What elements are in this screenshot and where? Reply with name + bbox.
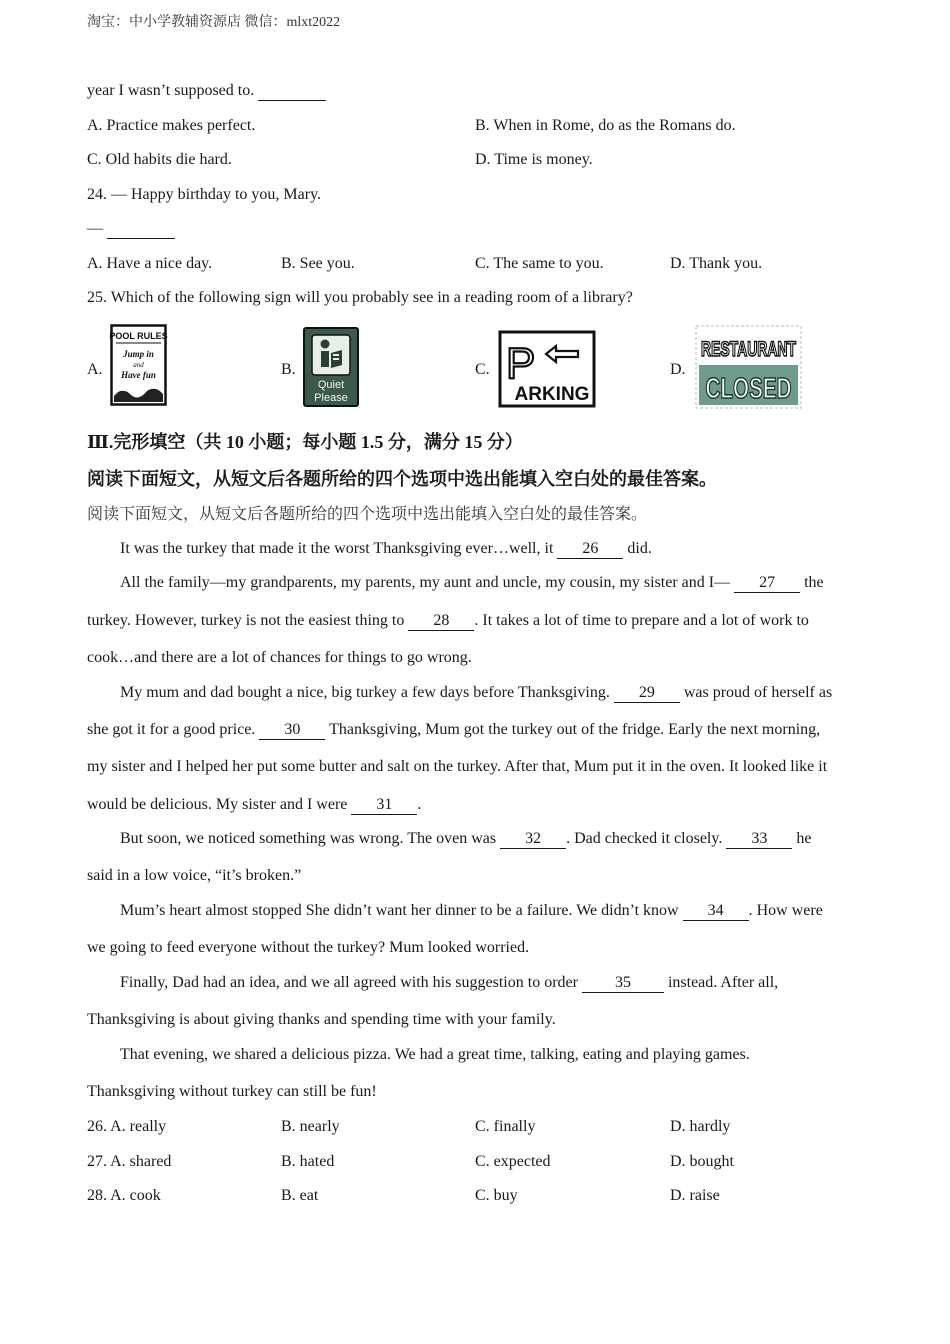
q26-option-b: B. nearly [281, 1118, 340, 1135]
q27-option-d: D. bought [670, 1153, 734, 1170]
q27-option-a: 27. A. shared [87, 1153, 172, 1170]
q24-option-b: B. See you. [281, 255, 355, 272]
passage-line: we going to feed everyone without the turkey? Mum looked worried. [87, 939, 530, 956]
passage-line: turkey. However, turkey is not the easiest thing to 28 . It takes a lot of time to prepare and a lot of work to [87, 612, 809, 629]
q24-option-a: A. Have a nice day. [87, 255, 213, 272]
restaurant-closed-sign-image [695, 325, 802, 409]
blank-29: 29 [614, 684, 680, 703]
blank-35: 35 [582, 974, 664, 993]
blank-27: 27 [734, 574, 800, 593]
q25-letter-a: A. [87, 361, 103, 378]
q27-option-c: C. expected [475, 1153, 551, 1170]
q26-option-d: D. hardly [670, 1118, 731, 1135]
sign-a-line3: and [133, 361, 144, 369]
passage-line: My mum and dad bought a nice, big turkey a few days before Thanksgiving. 29 was proud of herself as [120, 684, 833, 701]
passage-line: But soon, we noticed something was wrong. The oven was 32 . Dad checked it closely. 33 he [120, 830, 812, 847]
q28-option-a: 28. A. cook [87, 1187, 161, 1204]
passage-line: That evening, we shared a delicious pizza. We had a great time, talking, eating and playing games. [120, 1046, 750, 1063]
blank-28: 28 [408, 612, 474, 631]
q23-stem-tail: year I wasn’t supposed to. [87, 81, 326, 101]
q27-option-b: B. hated [281, 1153, 335, 1170]
q28-option-c: C. buy [475, 1187, 518, 1204]
sign-a-line4: Have fun [121, 370, 156, 380]
sign-b-line1: Quiet [317, 379, 345, 391]
blank-33: 33 [726, 830, 792, 849]
q26-option-a: 26. A. really [87, 1118, 167, 1135]
sign-d-bottom: CLOSED [705, 373, 792, 405]
q25-letter-b: B. [281, 361, 296, 378]
sign-c-big-letter: P [506, 339, 536, 388]
blank-31: 31 [351, 796, 417, 815]
sign-a-line1: POOL RULES [109, 331, 168, 341]
passage-line: Mum’s heart almost stopped She didn’t want her dinner to be a failure. We didn’t know 34 . How were [120, 902, 823, 919]
blank-26: 26 [557, 540, 623, 559]
q28-option-d: D. raise [670, 1187, 720, 1204]
passage-line: It was the turkey that made it the worst Thanksgiving ever…well, it 26 did. [120, 540, 652, 557]
passage-line: Thanksgiving is about giving thanks and spending time with your family. [87, 1011, 556, 1028]
sign-c-text: ARKING [514, 384, 590, 405]
q24-option-d: D. Thank you. [670, 255, 763, 272]
quiet-please-sign-image [303, 327, 359, 407]
sign-a-line2: Jump in [123, 349, 154, 359]
sign-b-line2: Please [314, 392, 348, 404]
section-instruction-bold: 阅读下面短文，从短文后各题所给的四个选项中选出能填入空白处的最佳答案。 [87, 469, 717, 489]
parking-sign-image [498, 330, 596, 408]
sign-d-top: RESTAURANT [701, 338, 797, 361]
answer-blank [258, 82, 326, 101]
q25-letter-d: D. [670, 361, 686, 378]
q24-stem: 24. — Happy birthday to you, Mary. [87, 186, 322, 203]
blank-30: 30 [259, 721, 325, 740]
passage-line: my sister and I helped her put some butter and salt on the turkey. After that, Mum put it in the oven. It looked like it [87, 758, 828, 775]
q23-option-b: B. When in Rome, do as the Romans do. [475, 117, 736, 134]
passage-line: she got it for a good price. 30 Thanksgiving, Mum got the turkey out of the fridge. Early the next morning, [87, 721, 821, 738]
blank-32: 32 [500, 830, 566, 849]
q25-stem: 25. Which of the following sign will you probably see in a reading room of a library? [87, 289, 633, 306]
section-instruction: 阅读下面短文，从短文后各题所给的四个选项中选出能填入空白处的最佳答案。 [87, 506, 648, 523]
q23-option-d: D. Time is money. [475, 151, 593, 168]
q25-letter-c: C. [475, 361, 490, 378]
section-title: Ⅲ.完形填空（共 10 小题；每小题 1.5 分，满分 15 分） [87, 432, 523, 452]
answer-blank [107, 220, 175, 239]
q28-option-b: B. eat [281, 1187, 319, 1204]
blank-34: 34 [683, 902, 749, 921]
q23-option-a: A. Practice makes perfect. [87, 117, 256, 134]
passage-line: cook…and there are a lot of chances for things to go wrong. [87, 649, 472, 666]
passage-line: Thanksgiving without turkey can still be fun! [87, 1083, 377, 1100]
passage-line: would be delicious. My sister and I were 31 . [87, 796, 422, 813]
q23-option-c: C. Old habits die hard. [87, 151, 232, 168]
passage-line: Finally, Dad had an idea, and we all agreed with his suggestion to order 35 instead. After all, [120, 974, 779, 991]
q24-option-c: C. The same to you. [475, 255, 604, 272]
passage-line: All the family—my grandparents, my parents, my aunt and uncle, my cousin, my sister and I— 27 the [120, 574, 824, 591]
page-header: 淘宝：中小学教辅资源店 微信：mlxt2022 [87, 15, 341, 30]
q24-reply: — [87, 219, 175, 239]
pool-rules-sign-image [110, 324, 167, 406]
passage-line: said in a low voice, “it’s broken.” [87, 867, 302, 884]
q26-option-c: C. finally [475, 1118, 536, 1135]
